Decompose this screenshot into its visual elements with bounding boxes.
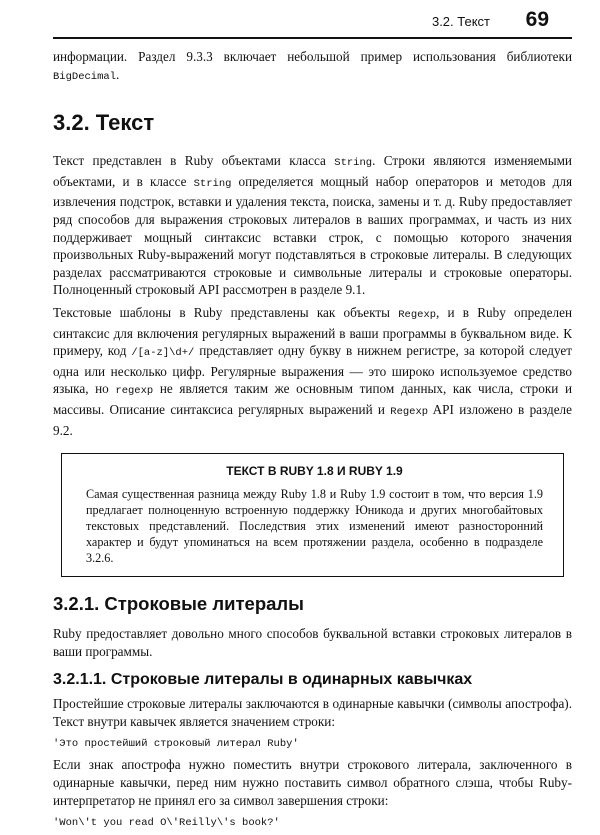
- inline-code: regexp: [115, 385, 154, 398]
- sidebar-box-text: Самая существенная разница между Ruby 1.8 и Ruby 1.9 состоит в том, что версия 1.9 предлагает полноценную встроенную поддержку Юникода и других многобайтовых текстовых представлений. Последствия этих изменений имеют разносторонний характер и будут упоминаться на всем протяжении раздела, особенно в подразделе 3.2.6.: [86, 487, 543, 566]
- subsubsection-paragraph-1: Простейшие строковые литералы заключаются в одинарные кавычки (символы апострофа). Текст внутри кавычек является значением строки:: [53, 696, 572, 729]
- inline-code: String: [334, 157, 373, 170]
- code-example-1: 'Это простейший строковый литерал Ruby': [53, 738, 299, 751]
- sidebar-box: [61, 453, 564, 577]
- sidebar-box-title: ТЕКСТ В RUBY 1.8 И RUBY 1.9: [226, 464, 403, 479]
- code-example-2: 'Won\'t you read O\'Reilly\'s book?': [53, 817, 280, 830]
- running-header-title: 3.2. Текст: [431, 14, 490, 29]
- section-heading: 3.2. Текст: [53, 110, 155, 136]
- inline-code: Regexp: [390, 405, 429, 418]
- subsubsection-heading: 3.2.1.1. Строковые литералы в одинарных кавычках: [53, 671, 473, 689]
- subsection-paragraph: Ruby предоставляет довольно много способов буквальной вставки строковых литералов в ваши программы.: [53, 626, 572, 659]
- intro-paragraph: информации. Раздел 9.3.3 включает небольшой пример использования библиотеки BigDecimal.: [53, 49, 572, 83]
- inline-code: /[a-z]\d+/: [131, 347, 195, 360]
- header-rule: [53, 37, 572, 39]
- subsection-heading: 3.2.1. Строковые литералы: [53, 593, 304, 615]
- running-header: [0, 0, 600, 40]
- subsubsection-paragraph-2: Если знак апострофа нужно поместить внутри строкового литерала, заключенного в одинарные кавычки, перед ним нужно поставить символ обратного слэша, чтобы Ruby-интерпретатор не принял его за символ завершения строки:: [53, 757, 572, 808]
- inline-code: Regexp: [398, 308, 437, 321]
- inline-code: BigDecimal: [53, 70, 117, 83]
- section-paragraph-1: Текст представлен в Ruby объектами класса String. Строки являются изменяемыми объектами, и в классе String определяется мощный набор операторов и методов для извлечения подстрок, вставки и удаления текста, поиска, замены и т. д. Ruby предоставляет ряд способов для выражения строковых литералов в ваших программах, и часть из них поддерживает мощный синтаксис вставки строк, с помощью которого значения произвольных Ruby-выражений могут подставляться в строковые литералы. В следующих разделах рассматриваются строковые и символьные литералы и строковые операторы. Полноценный строковый API рассмотрен в разделе 9.1.: [53, 153, 573, 298]
- inline-code: String: [193, 177, 232, 190]
- page-body: [53, 48, 572, 835]
- page-number: 69: [525, 8, 549, 31]
- section-paragraph-2: Текстовые шаблоны в Ruby представлены как объекты Regexp, и в Ruby определен синтаксис для включения регулярных выражений в ваши программы в буквальном виде. К примеру, код /[a-z]\d+/ представляет одну букву в нижнем регистре, за которой следует одна или несколько цифр. Регулярные выражения — это широко используемое средство языка, но regexp не является таким же основным типом данных, как числа, строки и массивы. Описание синтаксиса регулярных выражений и Regexp API изложено в разделе 9.2.: [53, 304, 573, 438]
